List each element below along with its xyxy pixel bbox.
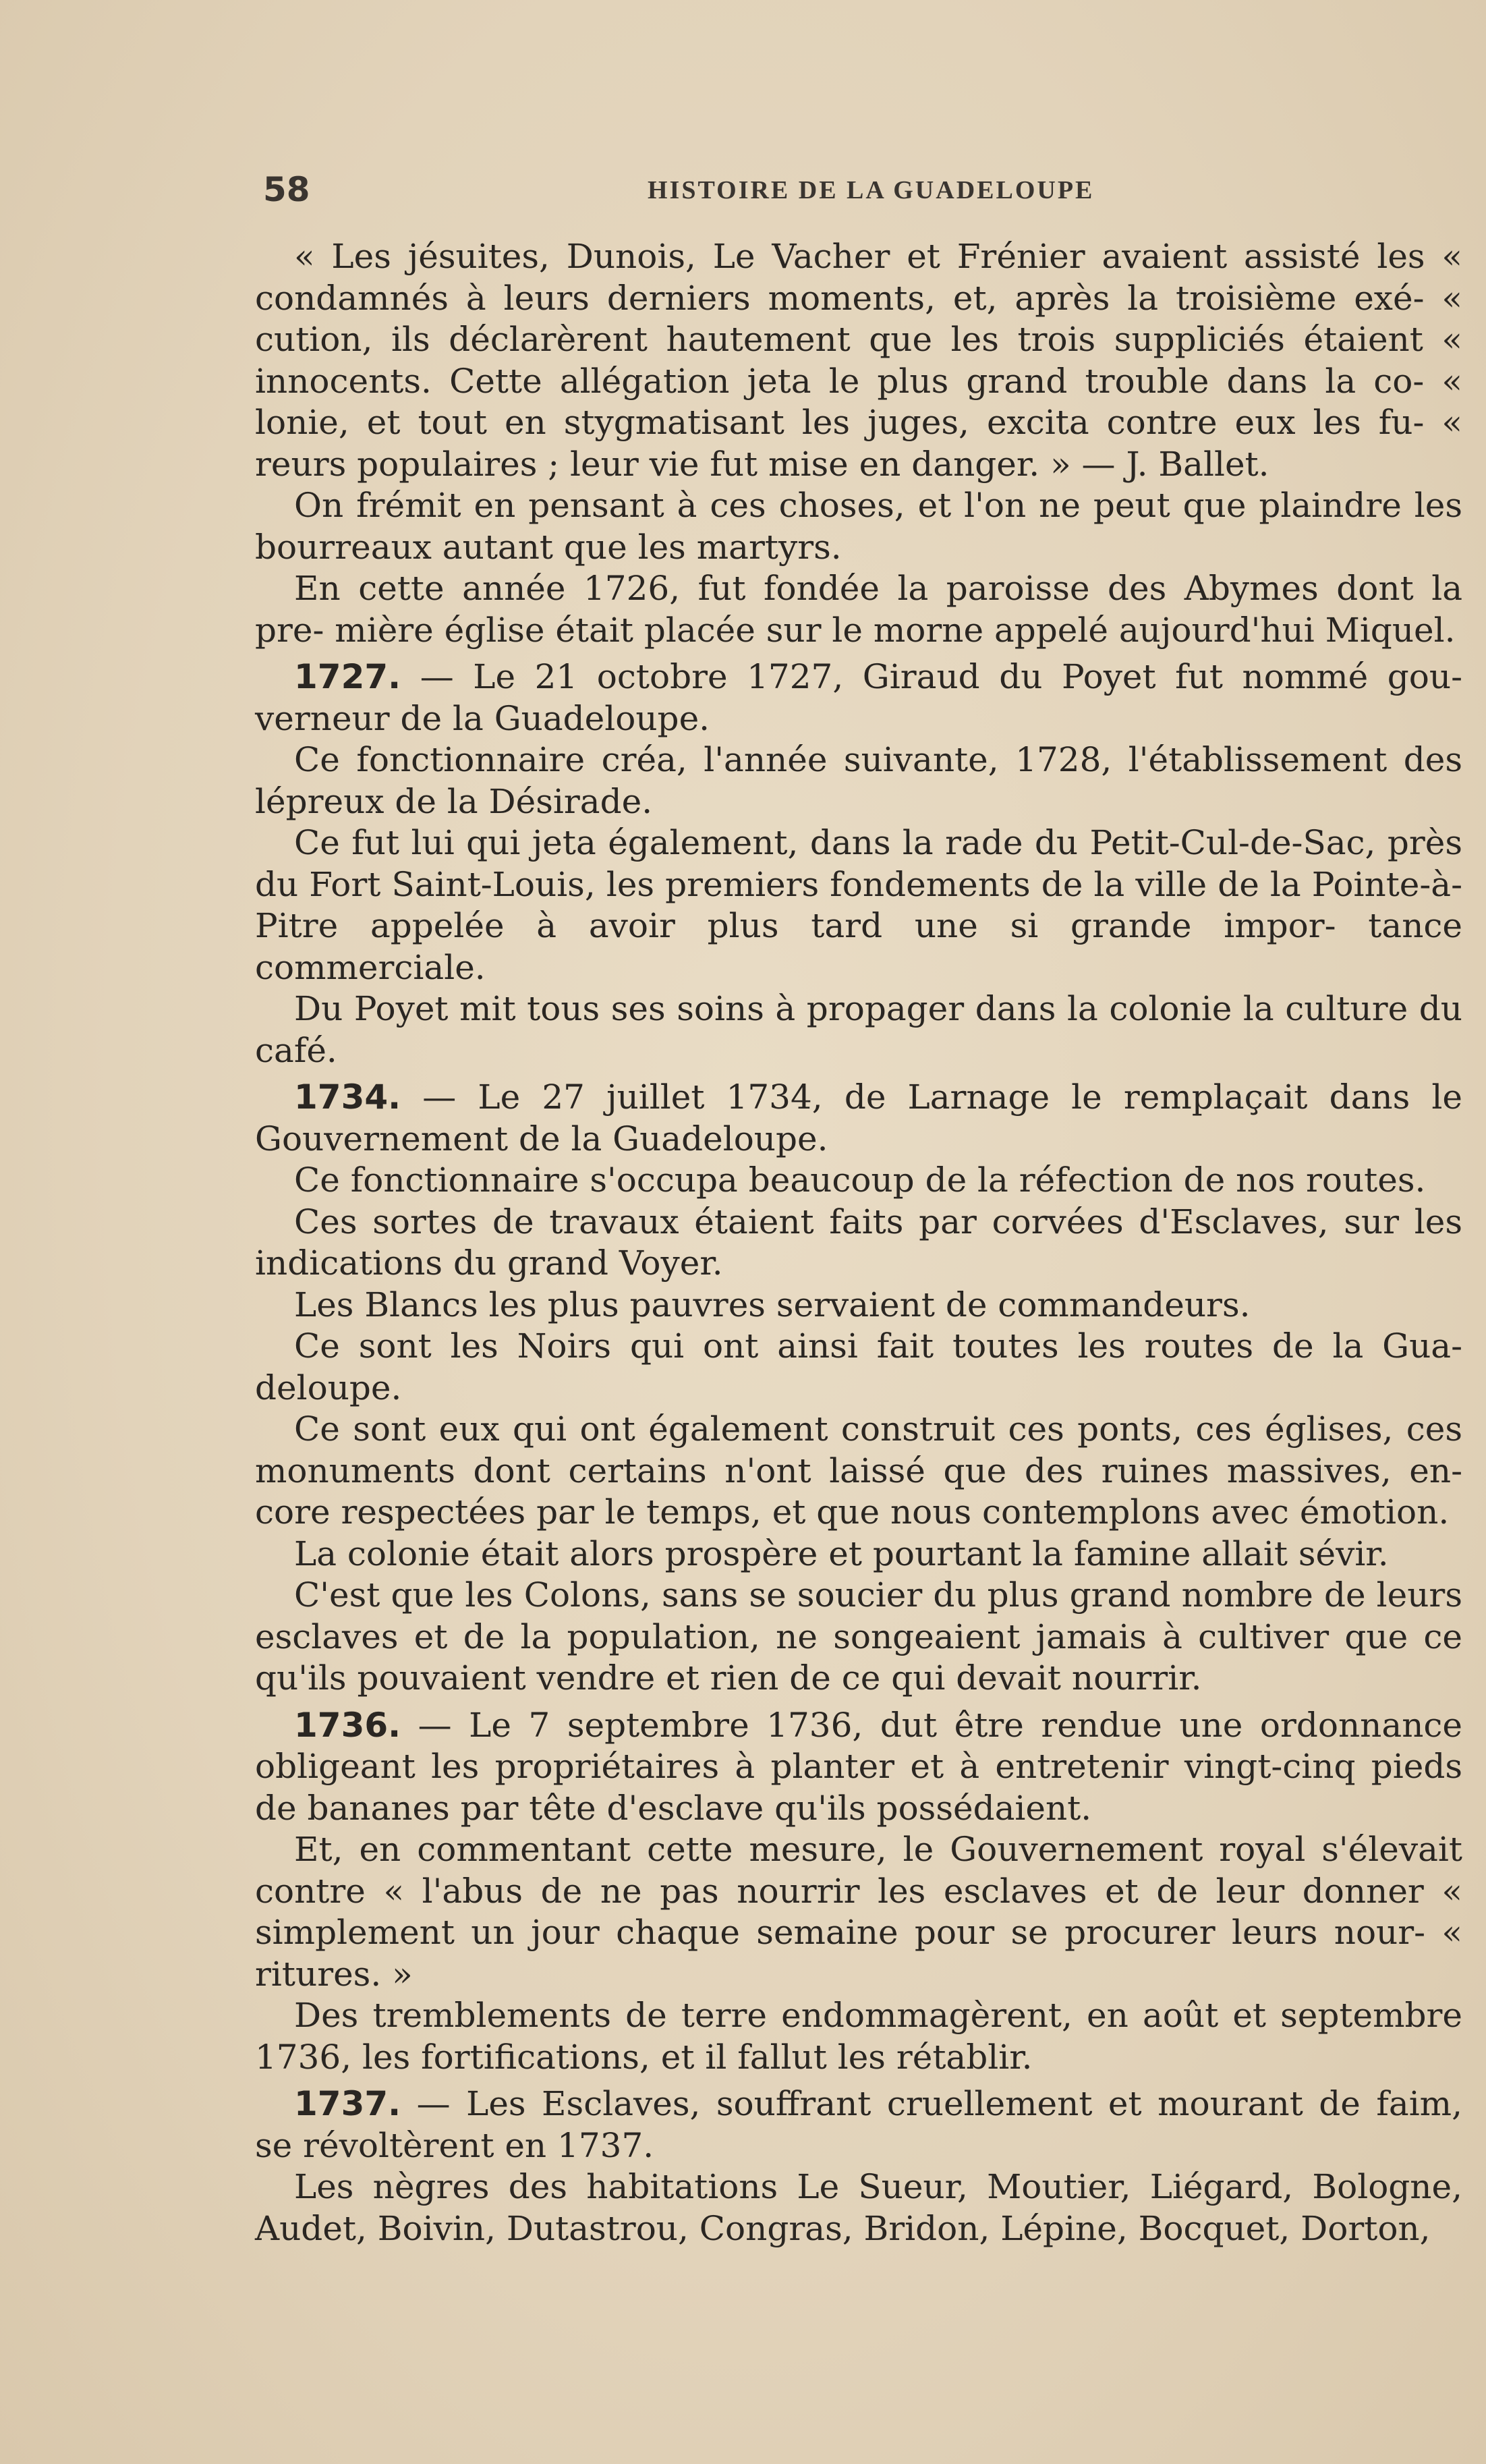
paragraph: C'est que les Colons, sans se soucier du plus grand nombre de leurs esclaves et de la population, ne songeaient jamais à cultiver que ce qu'ils pouvaient vendre et rien de ce qui devait nourrir. bbox=[255, 1575, 1462, 1698]
body-text bbox=[255, 236, 1462, 2249]
paragraph: On frémit en pensant à ces choses, et l'on ne peut que plaindre les bourreaux autant que les martyrs. bbox=[255, 486, 1462, 567]
year-heading: 1736. bbox=[294, 1705, 401, 1745]
paragraph: Ce sont les Noirs qui ont ainsi fait toutes les routes de la Gua- deloupe. bbox=[255, 1326, 1462, 1407]
paragraph: En cette année 1726, fut fondée la paroisse des Abymes dont la pre- mière église était placée sur le morne appelé aujourd'hui Miquel. bbox=[255, 569, 1462, 650]
paragraph: Et, en commentant cette mesure, le Gouvernement royal s'élevait contre « l'abus de ne pas nourrir les esclaves et de leur donner « simplement un jour chaque semaine pour se procurer leurs nour- « ritures. » bbox=[255, 1830, 1462, 1994]
page-number: 58 bbox=[263, 170, 310, 209]
paragraph: Les Blancs les plus pauvres servaient de commandeurs. bbox=[294, 1285, 1251, 1324]
paragraph: Ce fut lui qui jeta également, dans la rade du Petit-Cul-de-Sac, près du Fort Saint-Louis, les premiers fondements de la ville de la Pointe-à-Pitre appelée à avoir plus tard une si grande impor- tance commerciale. bbox=[255, 823, 1462, 987]
year-heading: 1737. bbox=[294, 2084, 401, 2123]
running-title: HISTOIRE DE LA GUADELOUPE bbox=[648, 176, 1095, 204]
paragraph: Ce fonctionnaire créa, l'année suivante, 1728, l'établissement des lépreux de la Désirade. bbox=[255, 740, 1462, 821]
paragraph: Ces sortes de travaux étaient faits par corvées d'Esclaves, sur les indications du grand Voyer. bbox=[255, 1202, 1462, 1283]
year-heading: 1727. bbox=[294, 657, 401, 696]
paragraph: Des tremblements de terre endommagèrent, en août et septembre 1736, les fortifications, et il fallut les rétablir. bbox=[255, 1996, 1462, 2077]
year-heading: 1734. bbox=[294, 1077, 401, 1117]
paragraph-dated: 1737. — Les Esclaves, souffrant cruellement et mourant de faim, se révoltèrent en 1737. bbox=[255, 2084, 1462, 2165]
paragraph-dated: 1736. — Le 7 septembre 1736, dut être rendue une ordonnance obligeant les propriétaires à planter et à entretenir vingt-cinq pieds de bananes par tête d'esclave qu'ils possédaient. bbox=[255, 1705, 1462, 1828]
paragraph: Ce fonctionnaire s'occupa beaucoup de la réfection de nos routes. bbox=[294, 1160, 1426, 1200]
paragraph: La colonie était alors prospère et pourtant la famine allait sévir. bbox=[294, 1534, 1389, 1573]
paragraph-dated: 1734. — Le 27 juillet 1734, de Larnage le remplaçait dans le Gouvernement de la Guadeloupe. bbox=[255, 1077, 1462, 1158]
paragraph: Du Poyet mit tous ses soins à propager dans la colonie la culture du café. bbox=[255, 989, 1462, 1070]
paragraph: « Les jésuites, Dunois, Le Vacher et Frénier avaient assisté les « condamnés à leurs derniers moments, et, après la troisième exé- « cution, ils déclarèrent hautement que les trois suppliciés étaient « innocents. Cette allégation jeta le plus grand trouble dans la co- « lonie, et tout en stygmatisant les juges, excita contre eux les fu- « reurs populaires ; leur vie fut mise en danger. » — J. Ballet. bbox=[255, 237, 1462, 484]
paragraph: Les nègres des habitations Le Sueur, Moutier, Liégard, Bologne, Audet, Boivin, Dutastrou, Congras, Bridon, Lépine, Bocquet, Dorton, bbox=[255, 2167, 1462, 2248]
paragraph: Ce sont eux qui ont également construit ces ponts, ces églises, ces monuments dont certains n'ont laissé que des ruines massives, en- core respectées par le temps, et que nous contemplons avec émotion. bbox=[255, 1409, 1462, 1532]
paragraph-dated: 1727. — Le 21 octobre 1727, Giraud du Poyet fut nommé gou- verneur de la Guadeloupe. bbox=[255, 657, 1462, 738]
page-header bbox=[263, 170, 1457, 224]
